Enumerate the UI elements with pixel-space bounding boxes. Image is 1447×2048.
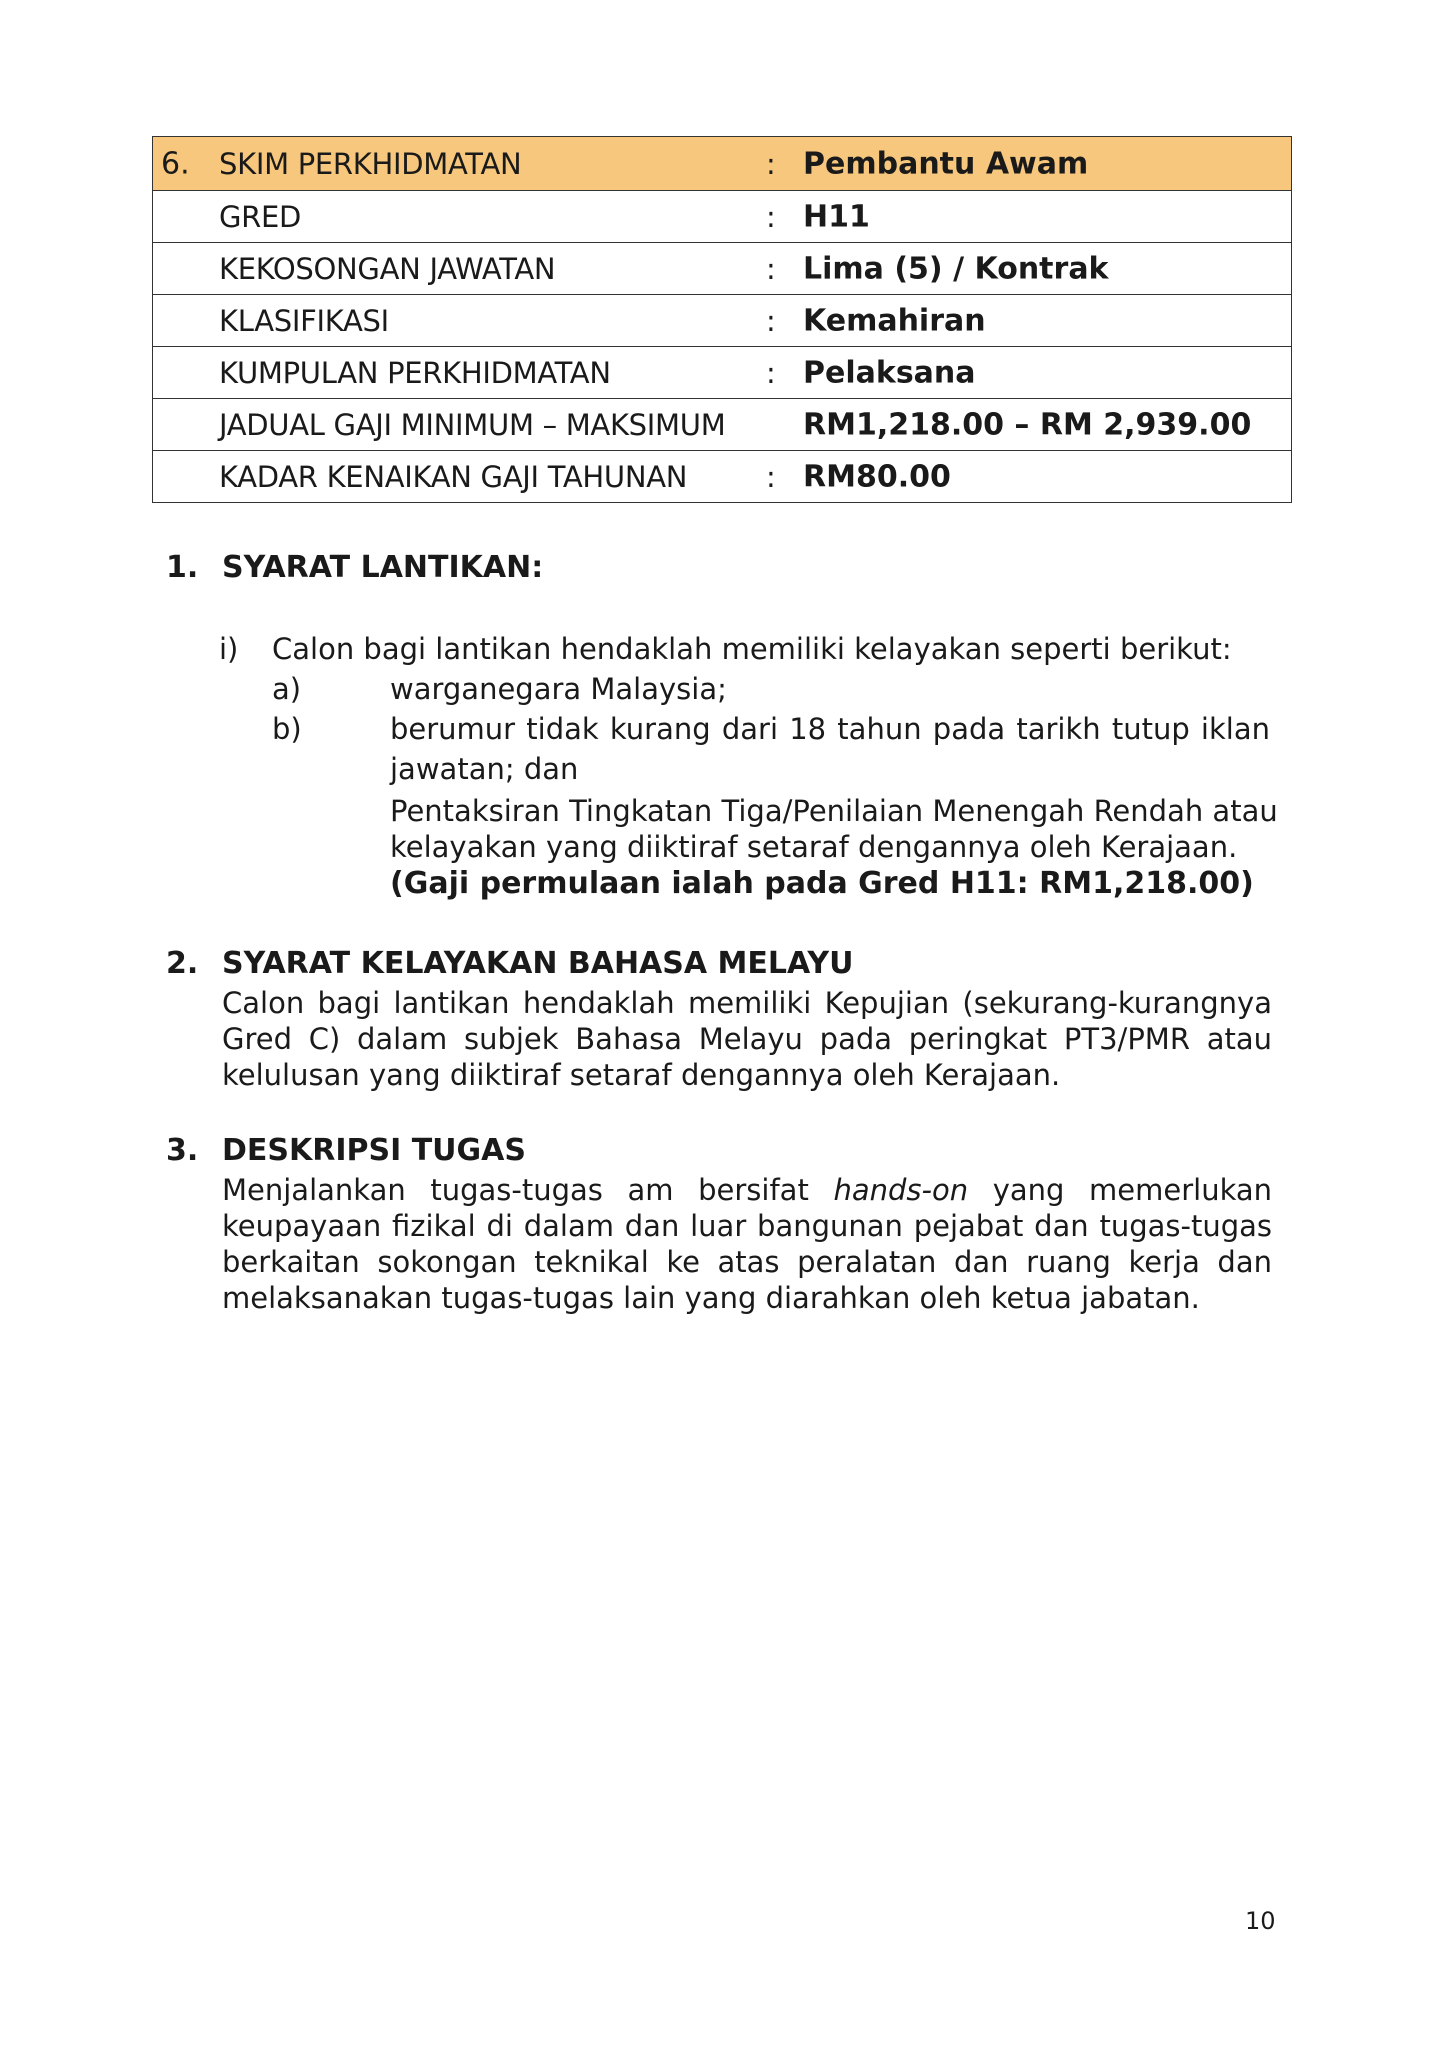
row-colon: : (766, 199, 776, 234)
section-number: 2. (166, 946, 199, 981)
page-number: 10 (1245, 1907, 1276, 1935)
section-3-body (222, 1172, 1272, 1316)
row-value: H11 (803, 199, 870, 234)
row-value: Pembantu Awam (803, 146, 1089, 181)
table-row-grade (153, 190, 1291, 242)
item-b-text-line2: jawatan; dan (390, 752, 579, 786)
section-title: DESKRIPSI TUGAS (222, 1133, 526, 1168)
section-number: 1. (166, 550, 199, 585)
item-a-marker: a) (272, 672, 302, 706)
row-label: GRED (219, 199, 302, 234)
row-colon: : (766, 355, 776, 390)
row-value: RM80.00 (803, 459, 951, 494)
item-a-text: warganegara Malaysia; (390, 672, 727, 706)
info-table (152, 136, 1292, 503)
item-b-text-line1: berumur tidak kurang dari 18 tahun pada tarikh tutup iklan (390, 712, 1270, 746)
item-b-marker: b) (272, 712, 302, 746)
section-number: 3. (166, 1133, 199, 1168)
row-label: KEKOSONGAN JAWATAN (219, 251, 556, 286)
starting-salary-note: (Gaji permulaan ialah pada Gred H11: RM1,218.00) (390, 866, 1254, 901)
table-row-classification (153, 294, 1291, 346)
table-row-salary-schedule (153, 398, 1291, 450)
row-colon: : (766, 459, 776, 494)
row-value: Pelaksana (803, 355, 976, 390)
row-label: JADUAL GAJI MINIMUM – MAKSIMUM (219, 407, 726, 442)
row-label: KUMPULAN PERKHIDMATAN (219, 355, 611, 390)
intro-text: Calon bagi lantikan hendaklah memiliki kelayakan seperti berikut: (272, 632, 1232, 666)
table-row-scheme (153, 137, 1291, 190)
table-row-service-group (153, 346, 1291, 398)
table-row-annual-increment (153, 450, 1291, 502)
intro-marker: i) (219, 632, 239, 666)
table-row-vacancy (153, 242, 1291, 294)
section-title: SYARAT KELAYAKAN BAHASA MELAYU (222, 946, 854, 981)
body-text: yang memerlukan keupayaan fizikal di dalam dan luar bangunan pejabat dan tugas-tugas berkaitan sokongan teknikal ke atas peralatan dan ruang kerja dan melaksanakan tugas-tugas lain yang diarahkan oleh ketua jabatan. (222, 1173, 1273, 1315)
row-colon: : (766, 251, 776, 286)
row-number: 6. (161, 146, 190, 181)
section-2-body: Calon bagi lantikan hendaklah memiliki Kepujian (sekurang-kurangnya Gred C) dalam subjek Bahasa Melayu pada peringkat PT3/PMR atau kelulusan yang diiktiraf setaraf dengannya oleh Kerajaan. (222, 986, 1272, 1092)
row-label: KADAR KENAIKAN GAJI TAHUNAN (219, 459, 688, 494)
row-value: Lima (5) / Kontrak (803, 251, 1109, 286)
qualification-line1: Pentaksiran Tingkatan Tiga/Penilaian Menengah Rendah atau (390, 794, 1278, 828)
section-title: SYARAT LANTIKAN: (222, 550, 544, 585)
row-colon: : (766, 146, 776, 181)
row-value: RM1,218.00 – RM 2,939.00 (803, 407, 1252, 442)
body-text-italic: hands-on (833, 1173, 969, 1207)
row-label: SKIM PERKHIDMATAN (219, 146, 522, 181)
body-text: Menjalankan tugas-tugas am bersifat (222, 1173, 834, 1207)
qualification-line2: kelayakan yang diiktiraf setaraf dengannya oleh Kerajaan. (390, 830, 1238, 864)
row-label: KLASIFIKASI (219, 303, 389, 338)
row-colon: : (766, 303, 776, 338)
row-value: Kemahiran (803, 303, 986, 338)
